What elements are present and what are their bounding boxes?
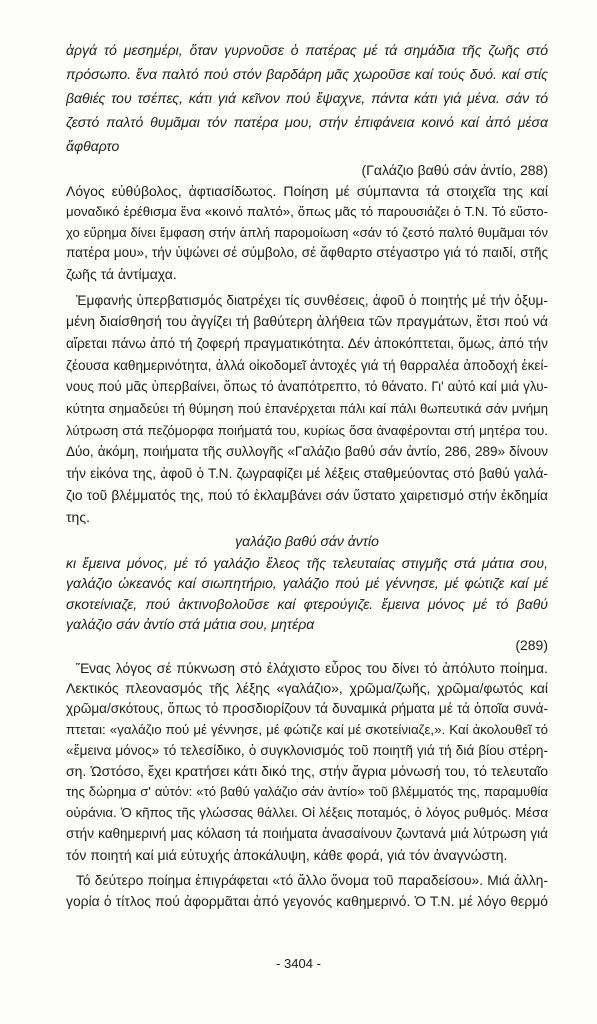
paragraph-line: κύτητα σημαδεύει τή θύμηση πού ἐπανέρχεται πάλι καί πάλι θωπευτικά σάν μνήμη	[66, 401, 548, 417]
paragraph-line: πτεται: «γαλάζιο πού μέ γέννησε, μέ φώτιζε καί μέ σκοτείνιαζε,». Καί ἀκολουθεῖ τό	[66, 721, 548, 737]
paragraph-line: Τό δεύτερο ποίημα ἐπιγράφεται «τό ἄλλο ὄνομα τοῦ παραδείσου». Μιά ἀλλη-	[76, 872, 548, 888]
paragraph-4	[66, 870, 548, 912]
paragraph-line: Ἐμφανής ὑπερβατισμός διατρέχει τίς συνθέσεις, ἀφοῦ ὁ ποιητής μέ τήν ὀξυμ-	[76, 292, 548, 308]
quote-line: σκοτείνιαζε, πού ἀκτινοβολοῦσε καί φτερούγιζε. ἔμεινα μόνος μέ τό βαθύ	[66, 595, 548, 612]
paragraph-line: νους πού μᾶς ὑπερβαίνει, ὅπως τό ἀναπότρεπτο, τό θάνατο. Γι' αὐτό καί μιά γλυ-	[66, 379, 548, 395]
paragraph-line: αἴρεται πάνω ἀπό τή ζοφερή πραγματικότητα. Δέν ἀποκόπτεται, ὅμως, ἀπό τήν	[66, 335, 548, 351]
quote-line: βαθιές του τσέπες, κάτι γιά κεῖνον πού ἔψαχνε, πάντα κάτι γιά μένα. σάν τό	[66, 90, 548, 106]
paragraph-line: χρῶμα/σκότους, ὅπως τό προσδιορίζουν τά δυναμικά ρήματα μέ τά ὁποῖα συνά-	[66, 701, 548, 717]
paragraph-1	[66, 181, 548, 285]
quote-line: ἀργά τό μεσημέρι, ὅταν γυρνοῦσε ὁ πατέρας μέ τά σημάδια τῆς ζωῆς στό	[66, 42, 548, 58]
paragraph-line: Δύο, ἀκόμη, ποιήματα τῆς συλλογῆς «Γαλάζιο βαθύ σάν ἀντίο, 286, 289» δίνουν	[66, 444, 548, 460]
paragraph-line: ζέουσα καθημερινότητα, ἀλλά οἰκοδομεῖ ἀντοχές γιά τή θαρραλέα ἀποδοχή ἐκεί-	[66, 357, 548, 373]
paragraph-line: «ἔμεινα μόνος» τό τελεσίδικο, ὁ συγκλονισμός τοῦ ποιητῆ γιά τή διά βίου στέρη-	[66, 742, 548, 758]
paragraph-line: στήν καθημερινή μας κόλαση τά ποιήματα ἀνασαίνουν ζωντανά μιά λύτρωση γιά	[66, 825, 548, 841]
quote-line: πρόσωπο. ἕνα παλτό πού στόν βαρδάρη μᾶς χωροῦσε καί τούς δυό. καί στίς	[66, 66, 548, 82]
paragraph-line: Λεκτικός πλεονασμός τῆς λέξης «γαλάζιο», χρῶμα/ζωῆς, χρῶμα/φωτός καί	[66, 680, 548, 697]
paragraph-line: μοναδικό ἐρέθισμα ἕνα «κοινό παλτό», ὅπως μᾶς τό παρουσιάζει ὁ Τ.Ν. Τό εὔστο-	[66, 203, 548, 219]
paragraph-line: οὐράνια. Ὁ κῆπος τῆς γλώσσας θάλλει. Οἱ λέξεις ποταμός, ὁ λόγος ρυθμός. Μέσα	[66, 805, 548, 821]
citation-288	[66, 158, 548, 182]
paragraph-line: ση. Ὡστόσο, ἔχει κρατήσει κάτι δικό της, στήν ἄγρια μόνωσή του, τό τελευταῖο	[66, 763, 548, 780]
citation-289	[66, 635, 548, 656]
citation-text: (289)	[515, 636, 548, 653]
paragraph-line: της δώρημα σ' αὐτόν: «τό βαθύ γαλάζιο σάν ἀντίο» τοῦ βλέμματός της, παραμυθία	[66, 784, 548, 800]
paragraph-line: τόν ποιητή καί μιά εὐτυχής ἀποκάλυψη, κάθε φορά, γιά τόν ἀναγνώστη.	[66, 846, 508, 863]
quote-line: ἄφθαρτο	[66, 138, 120, 154]
paragraph-2	[66, 290, 548, 529]
paragraph-line: τήν εἰκόνα της, ἀφοῦ ὁ Τ.Ν. ζωγραφίζει μέ λέξεις σταθμεύοντας στό βαθύ γαλά-	[66, 466, 548, 482]
paragraph-line: πατέρα μου», τήν ὑψώνει σέ σύμβολο, σέ ἄφθαρτο στέγαστρο γιά τό παιδί, στῆς	[66, 245, 548, 261]
paragraph-line: μένη διαίσθησή του ἀγγίζει τή βαθύτερη ἀλήθεια τῶν πραγμάτων, ἔτσι πού νά	[66, 313, 548, 330]
paragraph-line: Ἕνας λόγος σέ πύκνωση στό ἐλάχιστο εὖρος του δίνει τό ἀπόλυτο ποίημα.	[76, 659, 548, 676]
paragraph-line: χο εὕρημα δίνει ἔμφαση στήν ἁπλή παρομοίωση «σάν τό ζεστό παλτό θυμᾶμαι τόν	[66, 224, 548, 240]
quote-line: γαλάζιο σάν ἀντίο στά μάτια σου, μητέρα	[66, 616, 315, 632]
block-quote-2	[66, 553, 548, 635]
poem-title	[66, 531, 548, 552]
quote-line: ζεστό παλτό θυμᾶμαι τόν πατέρα μου, στήν ἐπιφάνεια κοινό καί ἀπό μέσα	[66, 114, 548, 130]
paragraph-line: λύτρωση στά πεζόμορφα ποιήματά του, κυρίως ὅσα ἀναφέρονται στή μητέρα του.	[66, 422, 548, 438]
citation-text: (Γαλάζιο βαθύ σάν ἀντίο, 288)	[361, 162, 548, 178]
paragraph-line: ζωῆς τά ἀντίμαχα.	[66, 266, 177, 283]
quote-line: κι ἔμεινα μόνος, μέ τό γαλάζιο ἔλεος τῆς τελευταίας στιγμῆς στά μάτια σου,	[66, 554, 548, 571]
block-quote-1	[66, 38, 548, 158]
paragraph-line: γορία ὁ τίτλος πού ἀφορμᾶται ἀπό γεγονός καθημερινό. Ὁ Τ.Ν. μέ λόγο θερμό	[66, 892, 548, 909]
paragraph-3	[66, 658, 548, 866]
quote-line: γαλάζιο ὠκεανός καί σιωπητήριο, γαλάζιο πού μέ γέννησε, μέ φώτιζε καί μέ	[66, 575, 548, 591]
paragraph-line: Λόγος εὐθύβολος, ἀφτιασίδωτος. Ποίηση μέ σύμπαντα τά στοιχεῖα της καί	[66, 183, 548, 199]
paragraph-line: της.	[66, 508, 90, 525]
page-number: - 3404 -	[276, 956, 321, 971]
paragraph-line: ζιο τοῦ βλέμματός της, πού τό ἐκλαμβάνει σάν ὕστατο χαιρετισμό στήν ἐκδημία	[66, 487, 548, 503]
poem-title-text: γαλάζιο βαθύ σάν ἀντίο	[235, 532, 379, 549]
